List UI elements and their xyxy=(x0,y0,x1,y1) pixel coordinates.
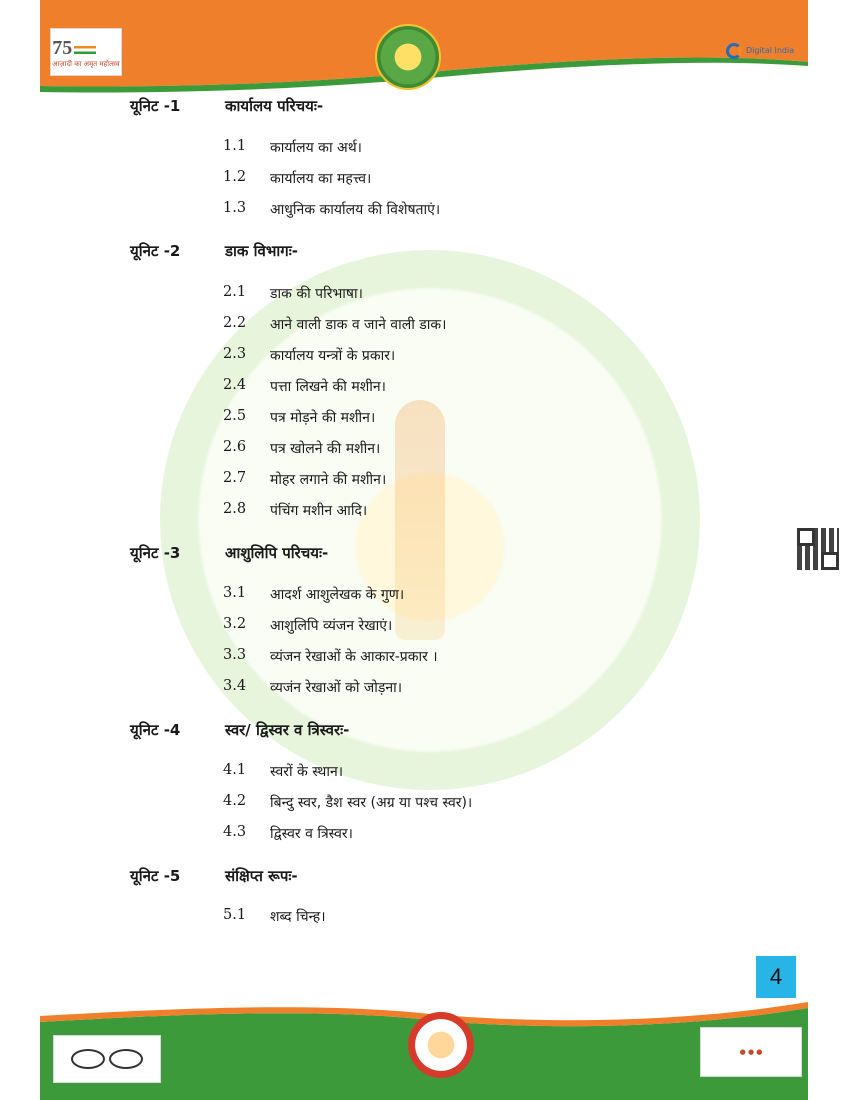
digital-india-logo: Digital India xyxy=(726,40,796,62)
unit-heading xyxy=(130,96,323,116)
unit-label: यूनिट -2 xyxy=(130,242,181,260)
list-item: 2.3 कार्यालय यन्त्रों के प्रकार। xyxy=(223,346,396,364)
unit-label: यूनिट -4 xyxy=(130,721,181,739)
list-item: 2.5 पत्र मोड़ने की मशीन। xyxy=(223,408,376,426)
unit-heading xyxy=(130,866,298,886)
shiksha-abhiyan-logo: ● ● ● xyxy=(700,1027,802,1077)
unit-title: संक्षिप्त रूपः- xyxy=(225,867,298,885)
unit-heading xyxy=(130,720,349,740)
list-item: 2.6 पत्र खोलने की मशीन। xyxy=(223,439,381,457)
list-item: 5.1 शब्द चिन्ह। xyxy=(223,907,326,925)
list-item: 1.2 कार्यालय का महत्त्व। xyxy=(223,169,372,187)
beti-bachao-logo xyxy=(408,1012,474,1078)
list-item: 2.4 पत्ता लिखने की मशीन। xyxy=(223,377,386,395)
unit-heading xyxy=(130,241,298,261)
list-item: 4.3 द्विस्वर व त्रिस्वर। xyxy=(223,824,353,842)
list-item: 3.1 आदर्श आशुलेखक के गुण। xyxy=(223,585,405,603)
page-number: 4 xyxy=(756,956,796,998)
board-seal-logo xyxy=(375,24,441,90)
qr-code-icon[interactable] xyxy=(797,528,839,570)
unit-title: कार्यालय परिचयः- xyxy=(225,97,324,115)
watermark-torch-icon xyxy=(395,400,445,640)
unit-title: आशुलिपि परिचयः- xyxy=(225,544,329,562)
list-item: 4.1 स्वरों के स्थान। xyxy=(223,762,344,780)
list-item: 4.2 बिन्दु स्वर, डैश स्वर (अग्र या पश्च स्वर)। xyxy=(223,793,473,811)
unit-title: स्वर/ द्विस्वर व त्रिस्वरः- xyxy=(225,721,350,739)
list-item: 2.1 डाक की परिभाषा। xyxy=(223,284,363,302)
list-item: 3.4 व्यजंन रेखाओं को जोड़ना। xyxy=(223,678,403,696)
unit-heading xyxy=(130,543,328,563)
list-item: 2.8 पंचिंग मशीन आदि। xyxy=(223,501,368,519)
list-item: 2.2 आने वाली डाक व जाने वाली डाक। xyxy=(223,315,447,333)
unit-label: यूनिट -5 xyxy=(130,867,181,885)
unit-title: डाक विभागः- xyxy=(225,242,299,260)
swachh-bharat-logo xyxy=(53,1035,161,1083)
list-item: 2.7 मोहर लगाने की मशीन। xyxy=(223,470,387,488)
list-item: 1.1 कार्यालय का अर्थ। xyxy=(223,138,362,156)
list-item: 3.3 व्यंजन रेखाओं के आकार-प्रकार । xyxy=(223,647,438,665)
list-item: 3.2 आशुलिपि व्यंजन रेखाएं। xyxy=(223,616,393,634)
unit-label: यूनिट -3 xyxy=(130,544,181,562)
page-header xyxy=(0,0,850,100)
azadi-ka-amrit-mahotsav-logo: 75 आज़ादी का अमृत महोत्सव xyxy=(50,28,122,76)
unit-label: यूनिट -1 xyxy=(130,97,181,115)
list-item: 1.3 आधुनिक कार्यालय की विशेषताएं। xyxy=(223,200,441,218)
